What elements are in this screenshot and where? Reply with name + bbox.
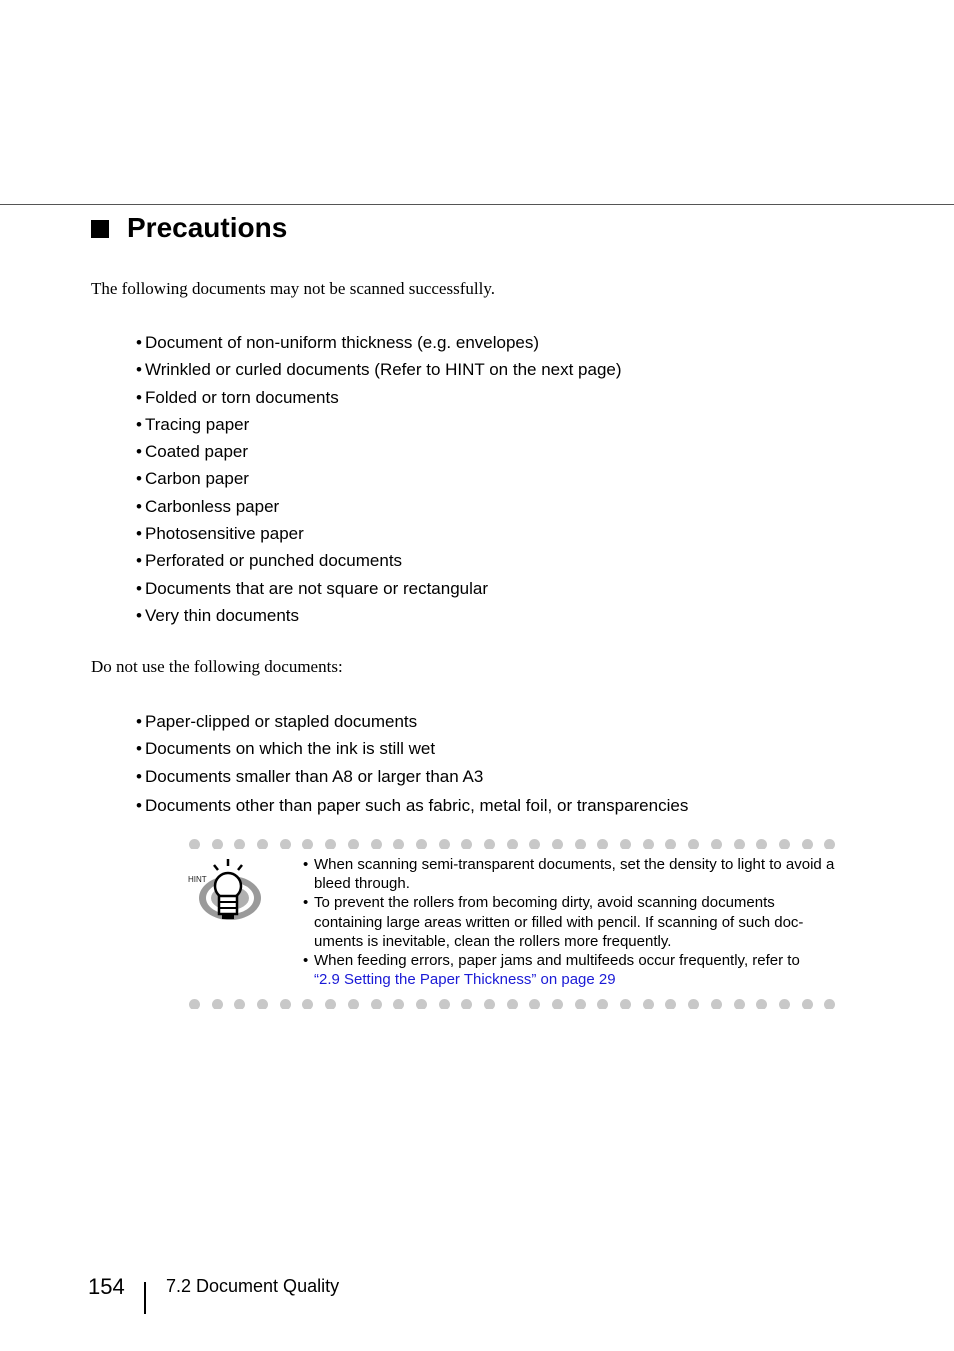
hint-item: • When scanning semi-transparent documents, set the density to light to avoid a bleed through. bbox=[303, 856, 835, 893]
dot bbox=[189, 999, 200, 1009]
section-heading bbox=[91, 212, 287, 244]
dot bbox=[461, 999, 472, 1009]
dot bbox=[665, 839, 676, 849]
dot bbox=[484, 839, 495, 849]
dot bbox=[779, 839, 790, 849]
dot bbox=[597, 999, 608, 1009]
dot bbox=[688, 999, 699, 1009]
dot bbox=[325, 999, 336, 1009]
list-item: • Folded or torn documents bbox=[136, 387, 339, 407]
intro-paragraph: The following documents may not be scanned successfully. bbox=[91, 279, 495, 298]
dot bbox=[189, 839, 200, 849]
footer-divider bbox=[144, 1282, 146, 1314]
dot bbox=[302, 839, 313, 849]
unsuitable-documents-list bbox=[136, 329, 622, 629]
list-item: • Documents other than paper such as fabric, metal foil, or transparencies bbox=[136, 795, 689, 815]
hint-icon-label: HINT bbox=[188, 875, 207, 884]
dot bbox=[234, 999, 245, 1009]
paper-thickness-link[interactable]: “2.9 Setting the Paper Thickness” on page 29 bbox=[314, 971, 616, 989]
dot bbox=[620, 839, 631, 849]
footer-section-title: 7.2 Document Quality bbox=[166, 1276, 340, 1296]
dot bbox=[756, 999, 767, 1009]
dot bbox=[439, 999, 450, 1009]
dot bbox=[416, 999, 427, 1009]
list-item: • Document of non-uniform thickness (e.g. envelopes) bbox=[136, 333, 540, 352]
list-item: • Wrinkled or curled documents (Refer to HINT on the next page) bbox=[136, 360, 622, 380]
dot bbox=[302, 999, 313, 1009]
dot bbox=[348, 999, 359, 1009]
dot bbox=[665, 999, 676, 1009]
dot bbox=[280, 839, 291, 849]
dot bbox=[802, 999, 813, 1009]
dot bbox=[212, 839, 223, 849]
list-item: • Coated paper bbox=[136, 442, 249, 462]
list-item: • Documents that are not square or rectangular bbox=[136, 578, 489, 598]
hint-item: • To prevent the rollers from becoming dirty, avoid scanning documents containing large areas written or filled with pencil. If scanning of such doc-uments is inevitable, clean the rollers more frequently. bbox=[303, 894, 804, 950]
dot bbox=[461, 839, 472, 849]
dot bbox=[824, 999, 835, 1009]
dot bbox=[688, 839, 699, 849]
hint-top-dotted-rule bbox=[189, 837, 835, 849]
hint-bottom-dotted-rule bbox=[189, 997, 835, 1009]
page-number: 154 bbox=[88, 1274, 125, 1299]
do-not-use-paragraph: Do not use the following documents: bbox=[91, 657, 343, 676]
heading-square-icon bbox=[91, 220, 109, 238]
dot bbox=[643, 839, 654, 849]
dot bbox=[439, 839, 450, 849]
dot bbox=[575, 839, 586, 849]
dot bbox=[393, 999, 404, 1009]
dot bbox=[734, 999, 745, 1009]
dot bbox=[212, 999, 223, 1009]
list-item: • Documents on which the ink is still wet bbox=[136, 739, 436, 759]
list-item: • Paper-clipped or stapled documents bbox=[136, 712, 418, 731]
list-item: • Tracing paper bbox=[136, 414, 250, 434]
dot bbox=[257, 839, 268, 849]
dot bbox=[779, 999, 790, 1009]
prohibited-documents-list bbox=[136, 708, 688, 819]
dot bbox=[507, 999, 518, 1009]
dot bbox=[620, 999, 631, 1009]
dot bbox=[416, 839, 427, 849]
dot bbox=[507, 839, 518, 849]
dot bbox=[371, 839, 382, 849]
dot bbox=[280, 999, 291, 1009]
dot bbox=[234, 839, 245, 849]
hint-lightbulb-icon bbox=[186, 856, 266, 926]
dot bbox=[552, 839, 563, 849]
dot bbox=[597, 839, 608, 849]
dot bbox=[348, 839, 359, 849]
dot bbox=[802, 839, 813, 849]
dot bbox=[824, 839, 835, 849]
dot bbox=[325, 839, 336, 849]
dot bbox=[393, 839, 404, 849]
hint-list bbox=[303, 855, 838, 989]
dot bbox=[711, 999, 722, 1009]
dot bbox=[529, 999, 540, 1009]
dot bbox=[575, 999, 586, 1009]
dot bbox=[371, 999, 382, 1009]
top-rule bbox=[0, 204, 954, 205]
dot bbox=[484, 999, 495, 1009]
dot bbox=[643, 999, 654, 1009]
list-item: • Carbonless paper bbox=[136, 496, 280, 516]
list-item: • Perforated or punched documents bbox=[136, 551, 403, 571]
list-item: • Photosensitive paper bbox=[136, 524, 304, 544]
page-title: Precautions bbox=[127, 212, 288, 243]
dot bbox=[552, 999, 563, 1009]
dot bbox=[756, 839, 767, 849]
list-item: • Very thin documents bbox=[136, 605, 300, 625]
dot bbox=[711, 839, 722, 849]
dot bbox=[529, 839, 540, 849]
dot bbox=[257, 999, 268, 1009]
hint-item: • When feeding errors, paper jams and multifeeds occur frequently, refer to “2.9 Setting the Paper Thickness” on page 29 bbox=[303, 952, 800, 989]
list-item: • Documents smaller than A8 or larger than A3 bbox=[136, 766, 484, 786]
list-item: • Carbon paper bbox=[136, 469, 249, 489]
dot bbox=[734, 839, 745, 849]
